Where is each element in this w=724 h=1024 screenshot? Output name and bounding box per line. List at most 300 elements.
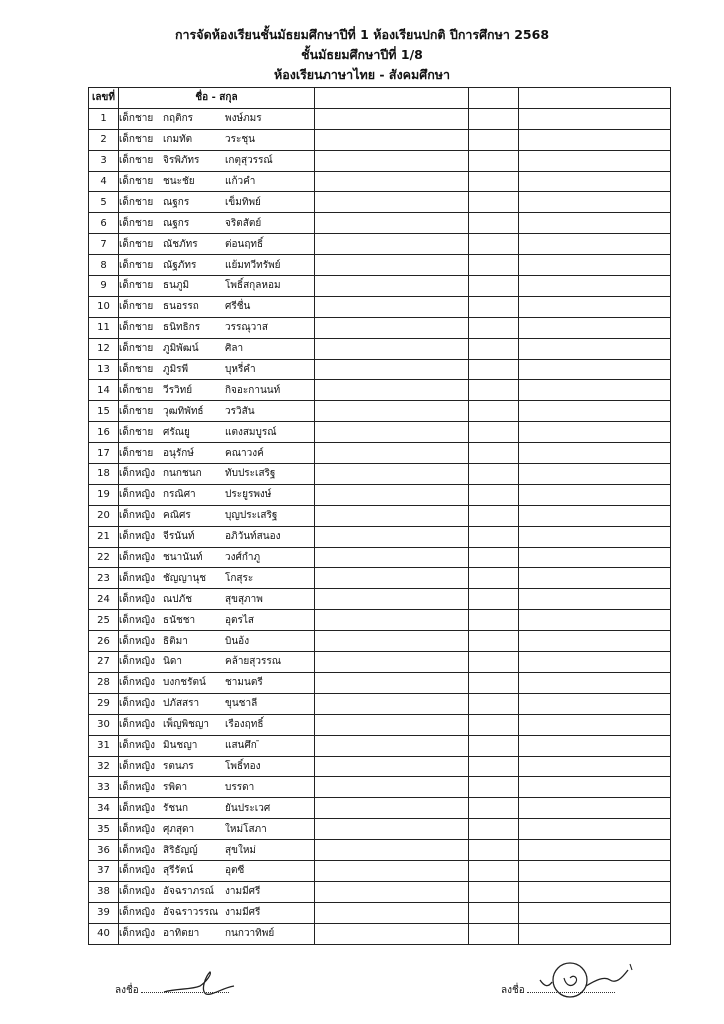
first-name: มินชญา	[163, 740, 198, 752]
last-name: สุขใหม่	[225, 844, 257, 856]
signature-label: ลงชื่อ	[115, 985, 139, 996]
blank-cell	[519, 610, 671, 631]
column-header-blank	[519, 88, 671, 109]
table-row	[89, 213, 671, 234]
first-name: กฤติกร	[163, 113, 194, 125]
first-name: ศุภสุดา	[163, 823, 195, 835]
table-row	[89, 422, 671, 443]
first-name: จีรนันท์	[163, 531, 195, 543]
first-name: อัจฉราภรณ์	[163, 886, 214, 898]
first-name: ธิติมา	[163, 635, 188, 647]
blank-cell	[315, 255, 469, 276]
blank-cell	[469, 840, 519, 861]
name-prefix: เด็กชาย	[119, 155, 154, 167]
last-name: วรวิสัน	[225, 405, 255, 417]
table-row	[89, 255, 671, 276]
student-name	[119, 338, 315, 359]
last-name: แย้มทวีทรัพย์	[225, 259, 281, 271]
blank-cell	[519, 401, 671, 422]
blank-cell	[315, 860, 469, 881]
table-row	[89, 276, 671, 297]
name-prefix: เด็กชาย	[119, 343, 154, 355]
last-name: คณาวงค์	[225, 447, 264, 459]
student-name	[119, 756, 315, 777]
blank-cell	[519, 568, 671, 589]
student-name	[119, 422, 315, 443]
blank-cell	[519, 234, 671, 255]
blank-cell	[315, 443, 469, 464]
last-name: บินอ้ง	[225, 635, 250, 647]
blank-cell	[519, 860, 671, 881]
first-name: ณปภัช	[163, 593, 193, 605]
table-row	[89, 756, 671, 777]
blank-cell	[315, 610, 469, 631]
name-prefix: เด็กหญิง	[119, 656, 155, 668]
row-number: 27	[89, 652, 119, 673]
row-number: 2	[89, 129, 119, 150]
blank-cell	[519, 693, 671, 714]
row-number: 28	[89, 672, 119, 693]
name-prefix: เด็กหญิง	[119, 593, 155, 605]
blank-cell	[315, 756, 469, 777]
row-number: 1	[89, 108, 119, 129]
blank-cell	[519, 840, 671, 861]
student-name	[119, 714, 315, 735]
row-number: 16	[89, 422, 119, 443]
blank-cell	[469, 422, 519, 443]
blank-cell	[469, 150, 519, 171]
last-name: ต่อนฤทธิ์	[225, 238, 264, 250]
row-number: 30	[89, 714, 119, 735]
table-row	[89, 902, 671, 923]
last-name: กิจอะกานนท์	[225, 384, 281, 396]
row-number: 26	[89, 631, 119, 652]
student-name	[119, 255, 315, 276]
name-prefix: เด็กหญิง	[119, 760, 155, 772]
last-name: ประยูรพงษ์	[225, 489, 272, 501]
blank-cell	[469, 108, 519, 129]
blank-cell	[315, 568, 469, 589]
blank-cell	[315, 589, 469, 610]
row-number: 19	[89, 484, 119, 505]
blank-cell	[519, 526, 671, 547]
row-number: 32	[89, 756, 119, 777]
table-row	[89, 840, 671, 861]
table-row	[89, 652, 671, 673]
blank-cell	[519, 652, 671, 673]
blank-cell	[315, 150, 469, 171]
first-name: ภูมิรพี	[163, 364, 189, 376]
student-name	[119, 840, 315, 861]
blank-cell	[315, 881, 469, 902]
table-row	[89, 547, 671, 568]
name-prefix: เด็กหญิง	[119, 552, 155, 564]
blank-cell	[519, 171, 671, 192]
blank-cell	[469, 401, 519, 422]
first-name: วุฒทิพัทธ์	[163, 405, 204, 417]
blank-cell	[315, 108, 469, 129]
first-name: ณัฐภัทร	[163, 259, 197, 271]
table-header-row	[89, 88, 671, 109]
student-name	[119, 401, 315, 422]
name-prefix: เด็กชาย	[119, 301, 154, 313]
blank-cell	[315, 276, 469, 297]
first-name: วีรวิทย์	[163, 384, 193, 396]
last-name: ศิลา	[225, 343, 244, 355]
blank-cell	[315, 777, 469, 798]
last-name: ชามนตรี	[225, 677, 263, 689]
table-row	[89, 714, 671, 735]
blank-cell	[519, 923, 671, 944]
blank-cell	[469, 652, 519, 673]
name-prefix: เด็กหญิง	[119, 489, 155, 501]
student-name	[119, 672, 315, 693]
blank-cell	[519, 798, 671, 819]
row-number: 34	[89, 798, 119, 819]
last-name: เข็มทิพย์	[225, 196, 261, 208]
name-prefix: เด็กหญิง	[119, 740, 155, 752]
last-name: วรรณุวาส	[225, 322, 268, 334]
blank-cell	[315, 464, 469, 485]
blank-cell	[315, 380, 469, 401]
table-row	[89, 881, 671, 902]
blank-cell	[469, 484, 519, 505]
student-roster-table	[88, 87, 671, 945]
table-row	[89, 401, 671, 422]
student-name	[119, 484, 315, 505]
student-name	[119, 589, 315, 610]
blank-cell	[315, 422, 469, 443]
student-name	[119, 505, 315, 526]
blank-cell	[315, 171, 469, 192]
blank-cell	[315, 234, 469, 255]
blank-cell	[519, 129, 671, 150]
first-name: คณิศร	[163, 510, 191, 522]
blank-cell	[519, 756, 671, 777]
blank-cell	[519, 714, 671, 735]
blank-cell	[469, 819, 519, 840]
table-row	[89, 380, 671, 401]
program-subtitle: ห้องเรียนภาษาไทย - สังคมศึกษา	[273, 67, 451, 82]
first-name: ชนานันท์	[163, 552, 203, 564]
name-prefix: เด็กหญิง	[119, 531, 155, 543]
blank-cell	[469, 255, 519, 276]
last-name: วระชุน	[225, 134, 255, 146]
blank-cell	[315, 714, 469, 735]
first-name: ศรัณยู	[163, 426, 190, 438]
table-row	[89, 735, 671, 756]
student-name	[119, 777, 315, 798]
blank-cell	[469, 526, 519, 547]
table-row	[89, 672, 671, 693]
first-name: กนกชนก	[163, 468, 202, 480]
last-name: ทับประเสริฐ	[225, 468, 276, 480]
name-prefix: เด็กหญิง	[119, 907, 155, 919]
student-name	[119, 296, 315, 317]
blank-cell	[519, 735, 671, 756]
last-name: บรรดา	[225, 781, 255, 793]
first-name: อนุรักษ์	[163, 447, 194, 459]
blank-cell	[469, 338, 519, 359]
blank-cell	[469, 276, 519, 297]
student-name	[119, 526, 315, 547]
first-name: ชนะชัย	[163, 176, 195, 187]
blank-cell	[519, 276, 671, 297]
column-header-name: ชื่อ - สกุล	[119, 88, 315, 109]
blank-cell	[315, 484, 469, 505]
blank-cell	[469, 547, 519, 568]
blank-cell	[315, 296, 469, 317]
row-number: 20	[89, 505, 119, 526]
name-prefix: เด็กชาย	[119, 426, 154, 438]
table-row	[89, 923, 671, 944]
name-prefix: เด็กหญิง	[119, 510, 155, 522]
student-name	[119, 652, 315, 673]
row-number: 38	[89, 881, 119, 902]
last-name: งามมีศรี	[225, 907, 261, 919]
name-prefix: เด็กชาย	[119, 238, 154, 250]
blank-cell	[469, 296, 519, 317]
blank-cell	[315, 192, 469, 213]
column-header-number: เลขที่	[89, 88, 119, 109]
name-prefix: เด็กหญิง	[119, 698, 155, 710]
last-name: คล้ายสุวรรณ	[225, 656, 282, 668]
blank-cell	[315, 652, 469, 673]
blank-cell	[315, 338, 469, 359]
blank-cell	[315, 359, 469, 380]
first-name: ณฐกร	[163, 217, 190, 229]
student-name	[119, 923, 315, 944]
student-name	[119, 213, 315, 234]
name-prefix: เด็กหญิง	[119, 677, 155, 689]
name-prefix: เด็กหญิง	[119, 468, 155, 480]
blank-cell	[469, 798, 519, 819]
table-row	[89, 171, 671, 192]
name-prefix: เด็กหญิง	[119, 844, 155, 856]
student-name	[119, 464, 315, 485]
name-prefix: เด็กชาย	[119, 280, 154, 292]
table-row	[89, 108, 671, 129]
first-name: ปภัสสรา	[163, 698, 200, 710]
last-name: ขุนชาลี	[225, 698, 258, 710]
blank-cell	[519, 296, 671, 317]
first-name: อัจฉราวรรณ	[163, 907, 219, 919]
name-prefix: เด็กชาย	[119, 384, 154, 396]
last-name: บุญประเสริฐ	[225, 510, 278, 522]
student-name	[119, 380, 315, 401]
name-prefix: เด็กชาย	[119, 259, 154, 271]
row-number: 6	[89, 213, 119, 234]
student-name	[119, 234, 315, 255]
blank-cell	[469, 693, 519, 714]
blank-cell	[469, 317, 519, 338]
last-name: วงศ์กำภู	[225, 552, 261, 564]
name-prefix: เด็กชาย	[119, 196, 154, 208]
column-header-blank	[469, 88, 519, 109]
blank-cell	[519, 589, 671, 610]
name-prefix: เด็กชาย	[119, 364, 154, 376]
first-name: บงกชรัตน์	[163, 677, 206, 689]
blank-cell	[519, 777, 671, 798]
student-name	[119, 359, 315, 380]
handwritten-signature-left	[160, 968, 240, 1002]
table-row	[89, 819, 671, 840]
blank-cell	[469, 443, 519, 464]
row-number: 15	[89, 401, 119, 422]
row-number: 12	[89, 338, 119, 359]
blank-cell	[519, 672, 671, 693]
first-name: ธนิทธิกร	[163, 322, 201, 334]
student-name	[119, 631, 315, 652]
name-prefix: เด็กชาย	[119, 113, 154, 125]
row-number: 8	[89, 255, 119, 276]
row-number: 36	[89, 840, 119, 861]
blank-cell	[519, 902, 671, 923]
last-name: งามมีศรี	[225, 886, 261, 898]
student-name	[119, 610, 315, 631]
blank-cell	[315, 735, 469, 756]
first-name: นิดา	[163, 656, 182, 668]
table-row	[89, 317, 671, 338]
last-name: อุตซี	[225, 865, 245, 877]
last-name: พงษ์ภมร	[225, 113, 262, 125]
signature-label: ลงชื่อ	[501, 985, 525, 996]
first-name: ภูมิพัฒน์	[163, 343, 199, 355]
first-name: รพิดา	[163, 781, 188, 793]
blank-cell	[519, 255, 671, 276]
table-row	[89, 860, 671, 881]
row-number: 35	[89, 819, 119, 840]
first-name: สุรีรัตน์	[163, 865, 194, 877]
row-number: 3	[89, 150, 119, 171]
table-row	[89, 443, 671, 464]
blank-cell	[519, 547, 671, 568]
blank-cell	[469, 589, 519, 610]
student-name	[119, 150, 315, 171]
blank-cell	[519, 192, 671, 213]
table-row	[89, 568, 671, 589]
table-row	[89, 234, 671, 255]
blank-cell	[519, 213, 671, 234]
blank-cell	[469, 860, 519, 881]
blank-cell	[519, 819, 671, 840]
blank-cell	[519, 150, 671, 171]
table-row	[89, 505, 671, 526]
student-name	[119, 547, 315, 568]
blank-cell	[315, 693, 469, 714]
last-name: บุหรี่คำ	[225, 364, 256, 376]
name-prefix: เด็กหญิง	[119, 614, 155, 626]
last-name: กนกวาทิพย์	[225, 928, 275, 940]
last-name: ใหม่โสภา	[225, 823, 267, 835]
name-prefix: เด็กชาย	[119, 405, 154, 417]
name-prefix: เด็กชาย	[119, 134, 154, 146]
row-number: 39	[89, 902, 119, 923]
first-name: เพ็ญพิชญา	[163, 719, 210, 731]
blank-cell	[469, 234, 519, 255]
blank-cell	[469, 631, 519, 652]
first-name: ชัญญานุช	[163, 572, 207, 584]
table-row	[89, 484, 671, 505]
student-name	[119, 860, 315, 881]
blank-cell	[469, 777, 519, 798]
blank-cell	[315, 819, 469, 840]
blank-cell	[315, 317, 469, 338]
first-name: รตนภร	[163, 760, 194, 772]
last-name: ศรีชื่น	[225, 301, 251, 313]
blank-cell	[469, 505, 519, 526]
blank-cell	[315, 672, 469, 693]
blank-cell	[315, 840, 469, 861]
last-name: แตงสมบูรณ์	[225, 426, 277, 438]
blank-cell	[315, 505, 469, 526]
blank-cell	[315, 213, 469, 234]
class-subtitle: ชั้นมัธยมศึกษาปีที่ 1/8	[301, 47, 423, 62]
name-prefix: เด็กหญิง	[119, 635, 155, 647]
row-number: 21	[89, 526, 119, 547]
row-number: 10	[89, 296, 119, 317]
student-name	[119, 735, 315, 756]
row-number: 17	[89, 443, 119, 464]
row-number: 9	[89, 276, 119, 297]
student-name	[119, 902, 315, 923]
first-name: ธนัชชา	[163, 614, 196, 626]
student-name	[119, 798, 315, 819]
name-prefix: เด็กหญิง	[119, 572, 155, 584]
student-name	[119, 317, 315, 338]
blank-cell	[519, 422, 671, 443]
blank-cell	[469, 192, 519, 213]
student-name	[119, 881, 315, 902]
table-row	[89, 798, 671, 819]
blank-cell	[469, 881, 519, 902]
last-name: แก้วคำ	[225, 176, 256, 187]
blank-cell	[519, 108, 671, 129]
table-row	[89, 589, 671, 610]
table-row	[89, 192, 671, 213]
blank-cell	[469, 464, 519, 485]
table-row	[89, 464, 671, 485]
table-row	[89, 150, 671, 171]
blank-cell	[519, 338, 671, 359]
student-name	[119, 276, 315, 297]
blank-cell	[469, 902, 519, 923]
first-name: กรณิศา	[163, 489, 196, 501]
student-name	[119, 693, 315, 714]
name-prefix: เด็กชาย	[119, 322, 154, 334]
row-number: 25	[89, 610, 119, 631]
last-name: โพธิ์สกุลหอม	[225, 280, 281, 292]
blank-cell	[469, 213, 519, 234]
blank-cell	[519, 631, 671, 652]
last-name: เรืองฤทธิ์	[225, 719, 264, 731]
blank-cell	[519, 484, 671, 505]
blank-cell	[519, 505, 671, 526]
row-number: 22	[89, 547, 119, 568]
last-name: จริตสัตย์	[225, 217, 262, 229]
student-name	[119, 129, 315, 150]
table-row	[89, 526, 671, 547]
blank-cell	[315, 923, 469, 944]
blank-cell	[315, 401, 469, 422]
blank-cell	[469, 923, 519, 944]
student-name	[119, 192, 315, 213]
row-number: 4	[89, 171, 119, 192]
blank-cell	[469, 610, 519, 631]
table-row	[89, 129, 671, 150]
first-name: รัชนก	[163, 802, 189, 814]
blank-cell	[315, 798, 469, 819]
